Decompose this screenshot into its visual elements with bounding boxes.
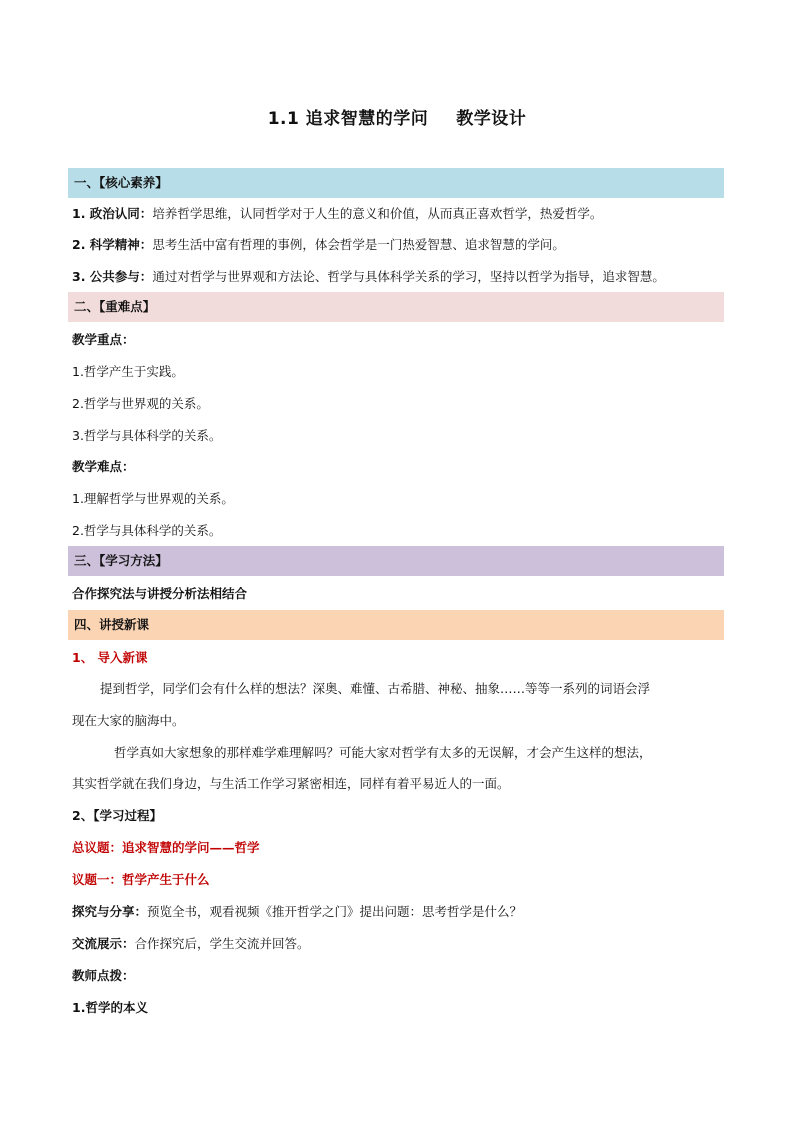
- exchange-display-text: 合作探究后，学生交流并回答。: [134, 936, 310, 951]
- key-item-1: 1.哲学产生于实践。: [72, 364, 184, 379]
- section-new-lesson-heading: 四、讲授新课: [68, 610, 724, 640]
- core-item-label: 2. 科学精神：: [72, 237, 153, 252]
- intro-heading: 1、 导入新课: [72, 650, 148, 665]
- difficulty-item-2: 2.哲学与具体科学的关系。: [72, 523, 222, 538]
- explore-share-line: [72, 902, 732, 922]
- core-item-text: 通过对哲学与世界观和方法论、哲学与具体科学关系的学习，坚持以哲学为指导，追求智慧。: [152, 269, 665, 284]
- explore-share-label: 探究与分享：: [72, 904, 148, 919]
- section-core-literacy-heading: 一、【核心素养】: [68, 168, 724, 198]
- process-heading: 2、【学习过程】: [72, 808, 162, 823]
- exchange-display-line: [72, 934, 732, 954]
- intro-paragraph-2-line-1: 哲学真如大家想象的那样难学难理解吗？可能大家对哲学有太多的无误解，才会产生这样的想法，: [114, 745, 652, 760]
- core-item-1: [72, 204, 732, 224]
- difficulty-item-1: 1.理解哲学与世界观的关系。: [72, 491, 234, 506]
- explore-share-text: 预览全书，观看视频《推开哲学之门》提出问题：思考哲学是什么？: [147, 904, 523, 919]
- teaching-key-label: 教学重点：: [72, 332, 135, 347]
- philosophy-meaning-heading: 1.哲学的本义: [72, 1000, 148, 1015]
- key-item-3: 3.哲学与具体科学的关系。: [72, 428, 222, 443]
- core-item-text: 培养哲学思维，认同哲学对于人生的意义和价值，从而真正喜欢哲学，热爱哲学。: [152, 206, 603, 221]
- core-item-label: 3. 公共参与：: [72, 269, 153, 284]
- section-method-heading: 三、【学习方法】: [68, 546, 724, 576]
- section-key-difficult-heading: 二、【重难点】: [68, 292, 724, 322]
- core-item-2: [72, 235, 732, 255]
- topic-one: 议题一：哲学产生于什么: [72, 872, 210, 887]
- teaching-difficulty-label: 教学难点：: [72, 459, 135, 474]
- teacher-guidance-label: 教师点拨：: [72, 968, 135, 983]
- key-item-2: 2.哲学与世界观的关系。: [72, 396, 209, 411]
- document-title: [0, 104, 794, 129]
- intro-paragraph-2-line-2: 其实哲学就在我们身边，与生活工作学习紧密相连，同样有着平易近人的一面。: [72, 776, 510, 791]
- method-text: 合作探究法与讲授分析法相结合: [72, 586, 248, 601]
- title-main: 1.1 追求智慧的学问: [267, 109, 429, 129]
- core-item-label: 1. 政治认同：: [72, 206, 153, 221]
- exchange-display-label: 交流展示：: [72, 936, 135, 951]
- intro-paragraph-1-line-2: 现在大家的脑海中。: [72, 713, 185, 728]
- intro-paragraph-1-line-1: 提到哲学，同学们会有什么样的想法？深奥、难懂、古希腊、神秘、抽象……等等一系列的词语会浮: [100, 681, 651, 696]
- core-item-3: [72, 267, 732, 287]
- core-item-text: 思考生活中富有哲理的事例，体会哲学是一门热爱智慧、追求智慧的学问。: [152, 237, 565, 252]
- title-sub: 教学设计: [456, 109, 527, 129]
- main-topic: 总议题：追求智慧的学问——哲学: [72, 840, 260, 855]
